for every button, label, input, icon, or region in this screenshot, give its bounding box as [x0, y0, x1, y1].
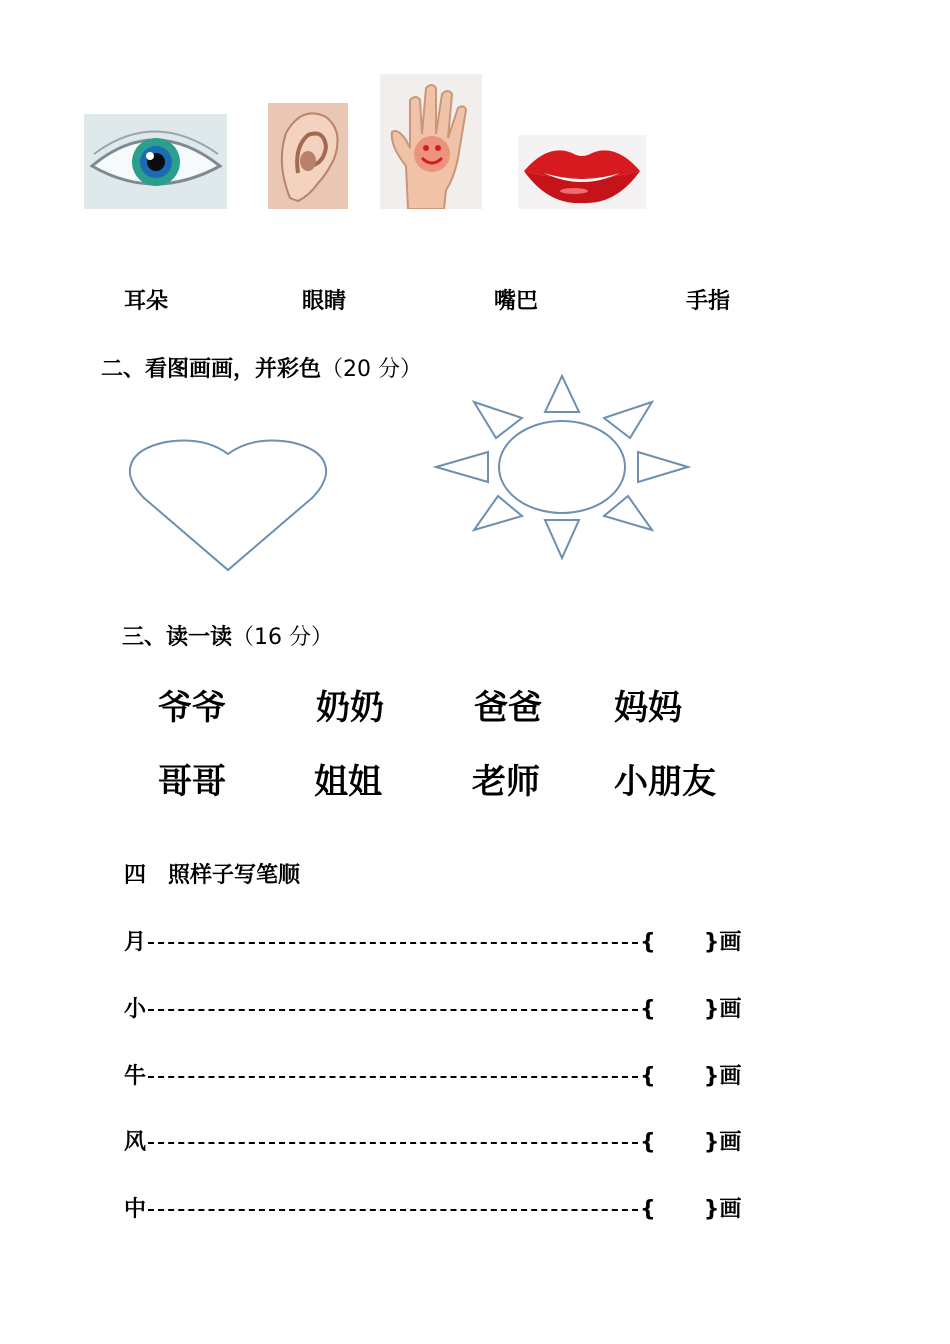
open-brace: {: [640, 997, 656, 1022]
read-word: 奶奶: [316, 688, 384, 728]
eye-image: [84, 114, 227, 209]
stroke-order-row: [124, 1125, 741, 1156]
read-word: 小朋友: [614, 762, 716, 802]
stroke-order-row: [124, 925, 741, 956]
word-mouth: 嘴巴: [494, 289, 539, 314]
lips-image: [518, 135, 646, 209]
lips-icon: [518, 135, 646, 209]
close-brace: }: [703, 1064, 720, 1089]
read-word: 爷爷: [158, 688, 226, 728]
close-brace: }: [703, 1197, 720, 1222]
close-brace: }: [703, 1130, 720, 1155]
eye-icon: [84, 114, 227, 209]
stroke-char: 月: [124, 930, 147, 955]
section4-title: 四 照样子写笔顺: [124, 863, 301, 888]
dash-line: [148, 1209, 638, 1211]
read-word: 老师: [472, 762, 540, 802]
hand-image: [380, 74, 482, 209]
stroke-char: 牛: [124, 1064, 147, 1089]
read-word: 哥哥: [158, 762, 226, 802]
stroke-unit: 画: [719, 930, 742, 955]
stroke-unit: 画: [719, 1064, 742, 1089]
stroke-unit: 画: [719, 997, 742, 1022]
word-ear: 耳朵: [124, 289, 169, 314]
open-brace: {: [640, 1064, 656, 1089]
open-brace: {: [640, 930, 656, 955]
open-brace: {: [640, 1130, 656, 1155]
read-word: 爸爸: [474, 688, 542, 728]
section2-title: 二、看图画画，并彩色: [101, 357, 322, 382]
stroke-unit: 画: [719, 1130, 742, 1155]
section3-score: （16 分）: [232, 625, 334, 650]
close-brace: }: [703, 930, 720, 955]
section2-score: （20 分）: [321, 357, 423, 382]
stroke-unit: 画: [719, 1197, 742, 1222]
dash-line: [148, 1076, 638, 1078]
stroke-char: 中: [124, 1197, 147, 1222]
read-word: 妈妈: [614, 688, 682, 728]
stroke-char: 小: [124, 997, 147, 1022]
stroke-order-row: [124, 1192, 741, 1223]
dash-line: [148, 1009, 638, 1011]
stroke-char: 风: [124, 1130, 147, 1155]
word-finger: 手指: [686, 289, 731, 314]
close-brace: }: [703, 997, 720, 1022]
word-eye: 眼睛: [302, 289, 347, 314]
stroke-order-row: [124, 992, 741, 1023]
dash-line: [148, 942, 638, 944]
heart-shape: [120, 432, 335, 574]
dash-line: [148, 1142, 638, 1144]
sun-shape: [430, 372, 695, 562]
hand-icon: [380, 74, 482, 209]
stroke-order-row: [124, 1059, 741, 1090]
open-brace: {: [640, 1197, 656, 1222]
ear-image: [268, 103, 348, 209]
ear-icon: [268, 103, 348, 209]
section3-heading: [122, 620, 333, 651]
read-word: 姐姐: [314, 762, 382, 802]
section2-heading: [101, 352, 422, 383]
section3-title: 三、读一读: [122, 625, 233, 650]
